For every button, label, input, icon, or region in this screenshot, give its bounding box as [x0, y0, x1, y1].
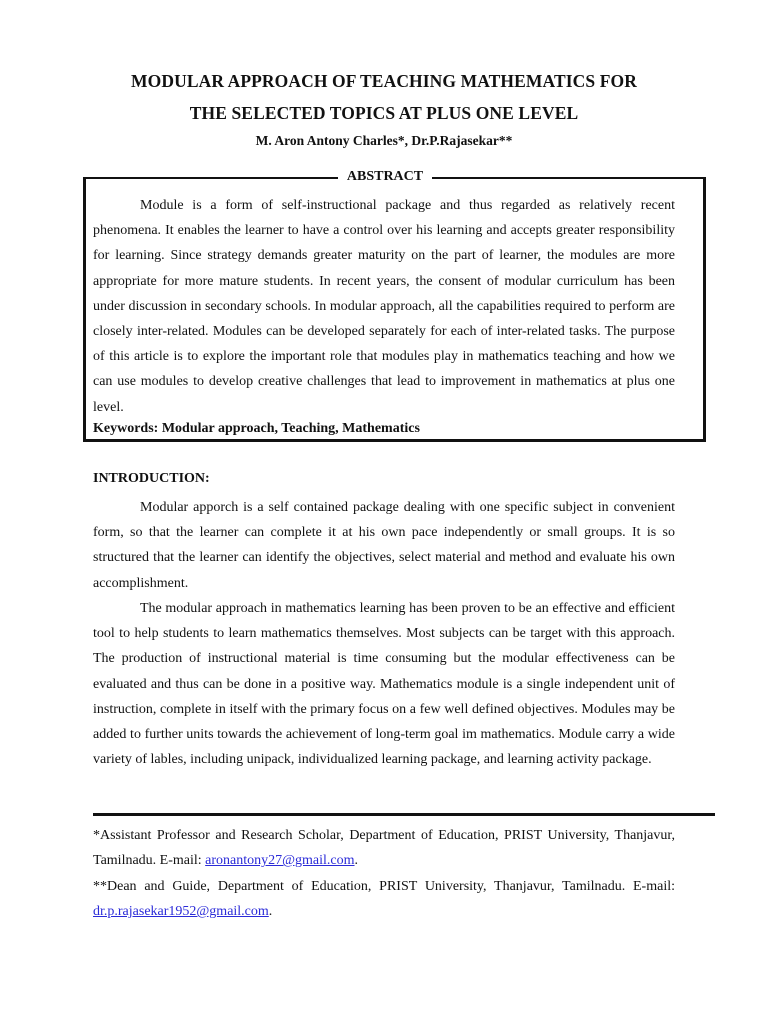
paper-title-line-2: THE SELECTED TOPICS AT PLUS ONE LEVEL — [189, 103, 579, 123]
footnote-1-email-link[interactable]: aronantony27@gmail.com — [205, 853, 355, 869]
footnote-2 — [93, 874, 675, 924]
footnote-1 — [93, 823, 675, 873]
abstract-heading: ABSTRACT — [346, 169, 424, 184]
keywords: Keywords: Modular approach, Teaching, Mathematics — [93, 421, 420, 436]
abstract-text: Module is a form of self-instructional package and thus regarded as relatively recent phenomena. It enables the learner to have a control over his learning and accepts greater responsibility for learning. Since strategy demands greater maturity on the part of learner, the modules are more appropriate for more mature students. In recent years, the consent of modular curriculum has been under discussion in secondary schools. In modular approach, all the capabilities required to perform are closely inter-related. Modules can be developed separately for each of inter-related tasks. The purpose of this article is to explore the important role that modules play in mathematics teaching and how we can use modules to develop creative challenges that lead to improvement in mathematics at plus one level. — [93, 198, 675, 415]
introduction-paragraph-2: The modular approach in mathematics learning has been proven to be an effective and efficient tool to help students to learn mathematics themselves. Most subjects can be target with this approach. The production of instructional material is time consuming but the modular effectiveness can be evaluated and thus can be done in a positive way. Mathematics module is a single independent unit of instruction, complete in itself with the primary focus on a few well defined objectives. Modules may be added to further units towards the achievement of long-term goal im mathematics. Module carry a wide variety of lables, including unipack, individualized learning package, and learning activity package. — [93, 601, 675, 768]
footnote-separator — [93, 813, 715, 816]
abstract-frame-top-left — [83, 177, 338, 179]
footnote-2-email-link[interactable]: dr.p.rajasekar1952@gmail.com — [93, 904, 269, 920]
paper-authors: M. Aron Antony Charles*, Dr.P.Rajasekar** — [255, 133, 513, 148]
paper-title-line-1: MODULAR APPROACH OF TEACHING MATHEMATICS FOR — [131, 71, 637, 91]
introduction-paragraph-1: Modular apporch is a self contained package dealing with one specific subject in convenient form, so that the learner can complete it at his own pace independently or small groups. It is so structured that the learner can identify the objectives, select material and method and evaluate his own accomplishment. — [93, 500, 675, 591]
footnote-1-text: *Assistant Professor and Research Scholar, Department of Education, PRIST University, Thanjavur, Tamilnadu. E-mail: — [93, 828, 675, 869]
footnote-2-end: . — [268, 904, 273, 920]
footnote-2-text: **Dean and Guide, Department of Education, PRIST University, Thanjavur, Tamilnadu. E-mail: — [93, 879, 675, 894]
introduction-heading: INTRODUCTION: — [93, 471, 210, 486]
footnote-1-end: . — [354, 853, 359, 869]
abstract-frame-top-right — [432, 177, 703, 179]
